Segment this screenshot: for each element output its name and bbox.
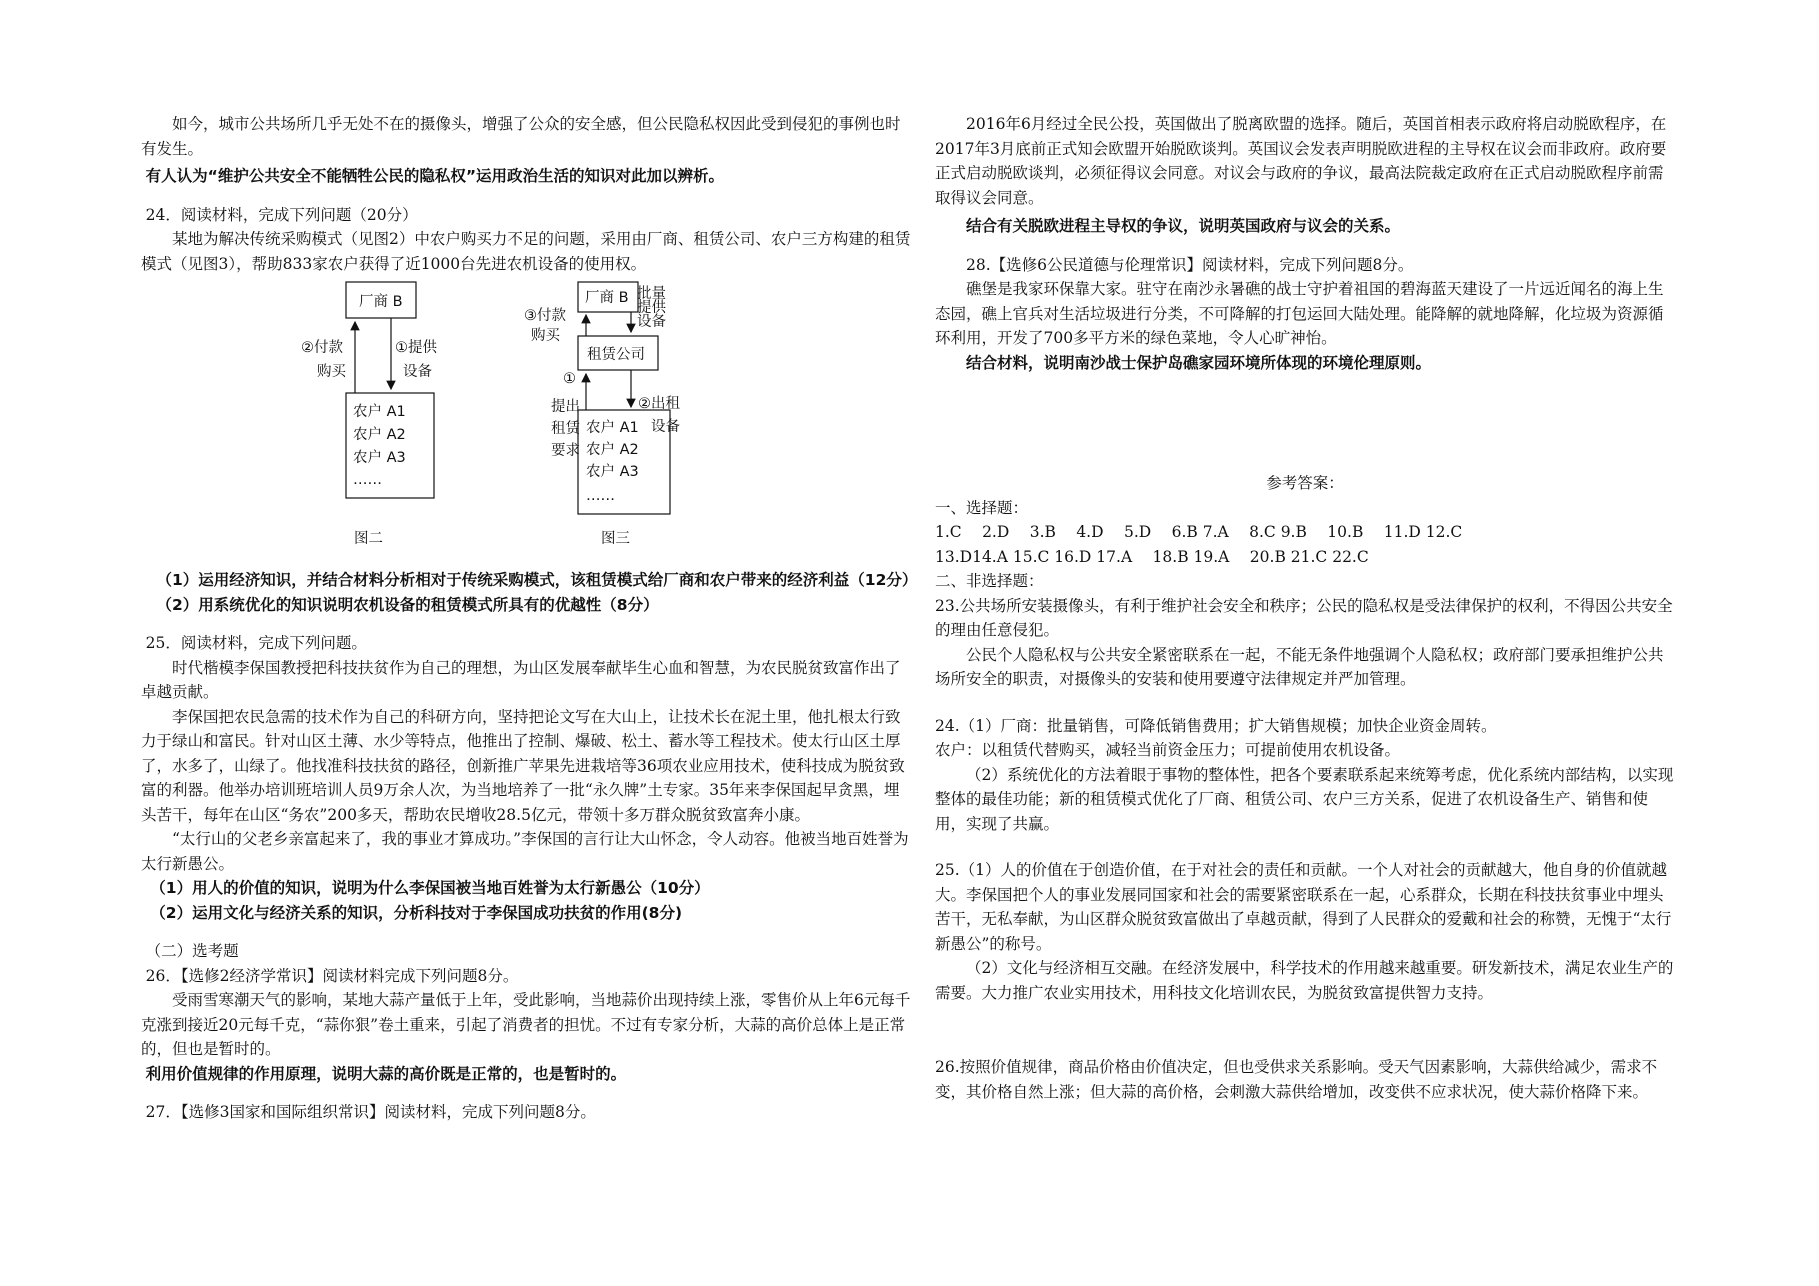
- fig2-pay-label-2: 购买: [317, 364, 346, 380]
- fig2-farmer-2: 农户 A2: [353, 427, 406, 443]
- fig2-dots: ……: [353, 472, 382, 488]
- answers-title: 参考答案：: [1266, 474, 1344, 492]
- section-elective: （二）选考题: [145, 942, 239, 960]
- answer-23-para-1: 23.公共场所安装摄像头，有利于维护社会安全和秩序；公民的隐私权是受法律保护的权利，不得因公共安全的理由任意侵犯。: [935, 596, 1673, 639]
- q25-para-2: 李保国把农民急需的技术作为自己的科研方向，坚持把论文写在大山上，让技术长在泥土里，他扎根太行致力于绿山和富民。针对山区土薄、水少等特点，他推出了控制、爆破、松土、蓄水等工程技术。使太行山区土厚了，水多了，山绿了。他找准科技扶贫的路径，创新推广苹果先进栽培等36项农业应用技术，使科技成为脱贫致富的利器。他举办培训班培训人员9万余人次，为当地培养了一批“永久牌”土专家。35年来李保国起早贪黑，埋头苦干，每年在山区“务农”200多天，帮助农民增收28.5亿元，带领十多万群众脱贫致富奔小康。: [141, 707, 905, 824]
- answer-24-para-2: 农户：以租赁代替购买，减轻当前资金压力；可提前使用农机设备。: [935, 741, 1401, 759]
- fig2-caption: 图二: [354, 531, 383, 547]
- fig2-pay-label-1: ②付款: [301, 340, 343, 356]
- q23-material: 如今，城市公共场所几乎无处不在的摄像头，增强了公众的安全感，但公民隐私权因此受到侵犯的事例也时有发生。: [141, 115, 901, 158]
- q24-title: 24．阅读材料，完成下列问题（20分）: [145, 205, 418, 224]
- q25-para-3: “太行山的父老乡亲富起来了，我的事业才算成功。”李保国的言行让大山怀念，令人动容。他被当地百姓誉为太行新愚公。: [141, 830, 909, 873]
- q28-title: 28.【选修6公民道德与伦理常识】阅读材料，完成下列问题8分。: [966, 255, 1414, 274]
- q25-title: 25．阅读材料，完成下列问题。: [145, 634, 367, 652]
- fig3-rent-label-1: ②出租: [638, 396, 680, 412]
- fig3-farmer-2: 农户 A2: [586, 442, 639, 458]
- fig3-farmer-1: 农户 A1: [586, 420, 639, 436]
- left-column: [141, 112, 918, 1125]
- q24-sub2: （2）用系统优化的知识说明农机设备的租赁模式所具有的优越性（8分）: [156, 595, 659, 614]
- q26-material: 受雨雪寒潮天气的影响，某地大蒜产量低于上年，受此影响，当地蒜价出现持续上涨，零售价从上年6元每千克涨到接近20元每千克，“蒜你狠”卷土重来，引起了消费者的担忧。不过有专家分析，大蒜的高价总体上是正常的，但也是暂时的。: [141, 991, 911, 1058]
- fig2-supply-label-2: 设备: [403, 364, 432, 380]
- fig3-request-num: ①: [563, 371, 576, 387]
- fig3-maker-label: 厂商 B: [585, 290, 629, 306]
- answer-24-para-3: （2）系统优化的方法着眼于事物的整体性，把各个要素联系起来统筹考虑，优化系统内部结构，以实现整体的最佳功能；新的租赁模式优化了厂商、租赁公司、农户三方关系，促进了农机设备生产、销售和使用，实现了共赢。: [935, 765, 1674, 833]
- mc-answers-line-2: 13.D14.A 15.C 16.D 17.A 18.B 19.A 20.B 21.C 22.C: [935, 547, 1369, 566]
- q27-material: 2016年6月经过全民公投，英国做出了脱离欧盟的选择。随后，英国首相表示政府将启动脱欧程序，在2017年3月底前正式知会欧盟开始脱欧谈判。英国议会发表声明脱欧进程的主导权在议会而非政府。政府要正式启动脱欧谈判，必须征得议会同意。对议会与政府的争议，最高法院裁定政府在正式启动脱欧程序前需取得议会同意。: [935, 115, 1667, 207]
- q25-para-1: 时代楷模李保国教授把科技扶贫作为自己的理想，为山区发展奉献毕生心血和智慧，为农民脱贫致富作出了卓越贡献。: [141, 658, 901, 701]
- fig2-farmer-3: 农户 A3: [353, 450, 406, 466]
- q28-material: 礁堡是我家环保靠大家。驻守在南沙永暑礁的战士守护着祖国的碧海蓝天建设了一片远近闻名的海上生态园，礁上官兵对生活垃圾进行分类，不可降解的打包运回大陆处理。能降解的就地降解，化垃圾为资源循环利用，开发了700多平方米的绿色菜地，令人心旷神怡。: [935, 280, 1664, 347]
- answer-25-para-2: （2）文化与经济相互交融。在经济发展中，科学技术的作用越来越重要。研发新技术，满足农业生产的需要。大力推广农业实用技术，用科技文化培训农民，为脱贫致富提供智力支持。: [935, 959, 1674, 1002]
- answer-26: 26.按照价值规律，商品价格由价值决定，但也受供求关系影响。受天气因素影响，大蒜供给减少，需求不变，其价格自然上涨；但大蒜的高价格，会刺激大蒜供给增加，改变供不应求状况，使大蒜价格降下来。: [935, 1058, 1658, 1101]
- answer-24-para-1: 24.（1）厂商：批量销售，可降低销售费用；扩大销售规模；加快企业资金周转。: [935, 716, 1497, 735]
- mc-section-title: 一、选择题：: [935, 498, 1029, 517]
- fig3-bulk-label-3: 设备: [637, 314, 666, 330]
- non-mc-section-title: 二、非选择题：: [935, 572, 1044, 590]
- fig2-supply-label-1: ①提供: [395, 340, 437, 356]
- fig3-pay-label-1: ③付款: [524, 308, 566, 324]
- fig3-caption: 图三: [601, 531, 630, 547]
- q24-sub1: （1）运用经济知识，并结合材料分析相对于传统采购模式，该租赁模式给厂商和农户带来的经济利益（12分）: [156, 571, 918, 589]
- fig3-rent-label-2: 设备: [651, 419, 680, 435]
- fig3-farmer-3: 农户 A3: [586, 464, 639, 480]
- q26-task: 利用价值规律的作用原理，说明大蒜的高价既是正常的，也是暂时的。: [145, 1064, 627, 1083]
- fig3-pay-label-2: 购买: [531, 328, 560, 344]
- q28-task: 结合材料，说明南沙战士保护岛礁家园环境所体现的环境伦理原则。: [966, 353, 1432, 372]
- q25-sub2: （2）运用文化与经济关系的知识，分析科技对于李保国成功扶贫的作用(8分): [150, 903, 683, 922]
- q25-sub1: （1）用人的价值的知识，说明为什么李保国被当地百姓誉为太行新愚公（10分）: [150, 879, 710, 897]
- q26-title: 26．【选修2经济学常识】阅读材料完成下列问题8分。: [145, 966, 519, 985]
- fig3-request-label-2: 租赁: [551, 421, 580, 437]
- fig3-request-label-1: 提出: [551, 399, 580, 415]
- q24-material: 某地为解决传统采购模式（见图2）中农户购买力不足的问题，采用由厂商、租赁公司、农户三方构建的租赁模式（见图3），帮助833家农户获得了近1000台先进农机设备的使用权。: [141, 230, 911, 273]
- q23-task: 有人认为“维护公共安全不能牺牲公民的隐私权”运用政治生活的知识对此加以辨析。: [145, 167, 725, 185]
- fig3-bulk-label-2: 提供: [637, 300, 666, 316]
- answer-25-para-1: 25.（1）人的价值在于创造价值，在于对社会的责任和贡献。一个人对社会的贡献越大，他自身的价值就越大。李保国把个人的事业发展同国家和社会的需要紧密联系在一起，心系群众，长期在科技扶贫事业中埋头苦干，无私奉献，为山区群众脱贫致富做出了卓越贡献，得到了人民群众的爱戴和社会的称赞，无愧于“太行新愚公”的称号。: [935, 861, 1672, 953]
- fig3-bulk-label-1: 批量: [637, 286, 666, 302]
- mc-answers-line-1: 1.C 2.D 3.B 4.D 5.D 6.B 7.A 8.C 9.B 10.B 11.D 12.C: [935, 523, 1463, 541]
- answer-23-para-2: 公民个人隐私权与公共安全紧密联系在一起，不能无条件地强调个人隐私权；政府部门要承担维护公共场所安全的职责，对摄像头的安装和使用要遵守法律规定并严加管理。: [935, 645, 1664, 688]
- q27-task: 结合有关脱欧进程主导权的争议，说明英国政府与议会的关系。: [966, 217, 1401, 235]
- fig3-leasing-label: 租赁公司: [587, 347, 645, 363]
- fig3-dots: ……: [586, 488, 615, 504]
- fig3-request-label-3: 要求: [551, 443, 580, 459]
- fig2-farmer-1: 农户 A1: [353, 404, 406, 420]
- q27-title: 27．【选修3国家和国际组织常识】阅读材料，完成下列问题8分。: [145, 1103, 596, 1121]
- fig2-maker-label: 厂商 B: [359, 294, 403, 310]
- procurement-diagram: [301, 278, 861, 558]
- right-column: [935, 112, 1675, 1104]
